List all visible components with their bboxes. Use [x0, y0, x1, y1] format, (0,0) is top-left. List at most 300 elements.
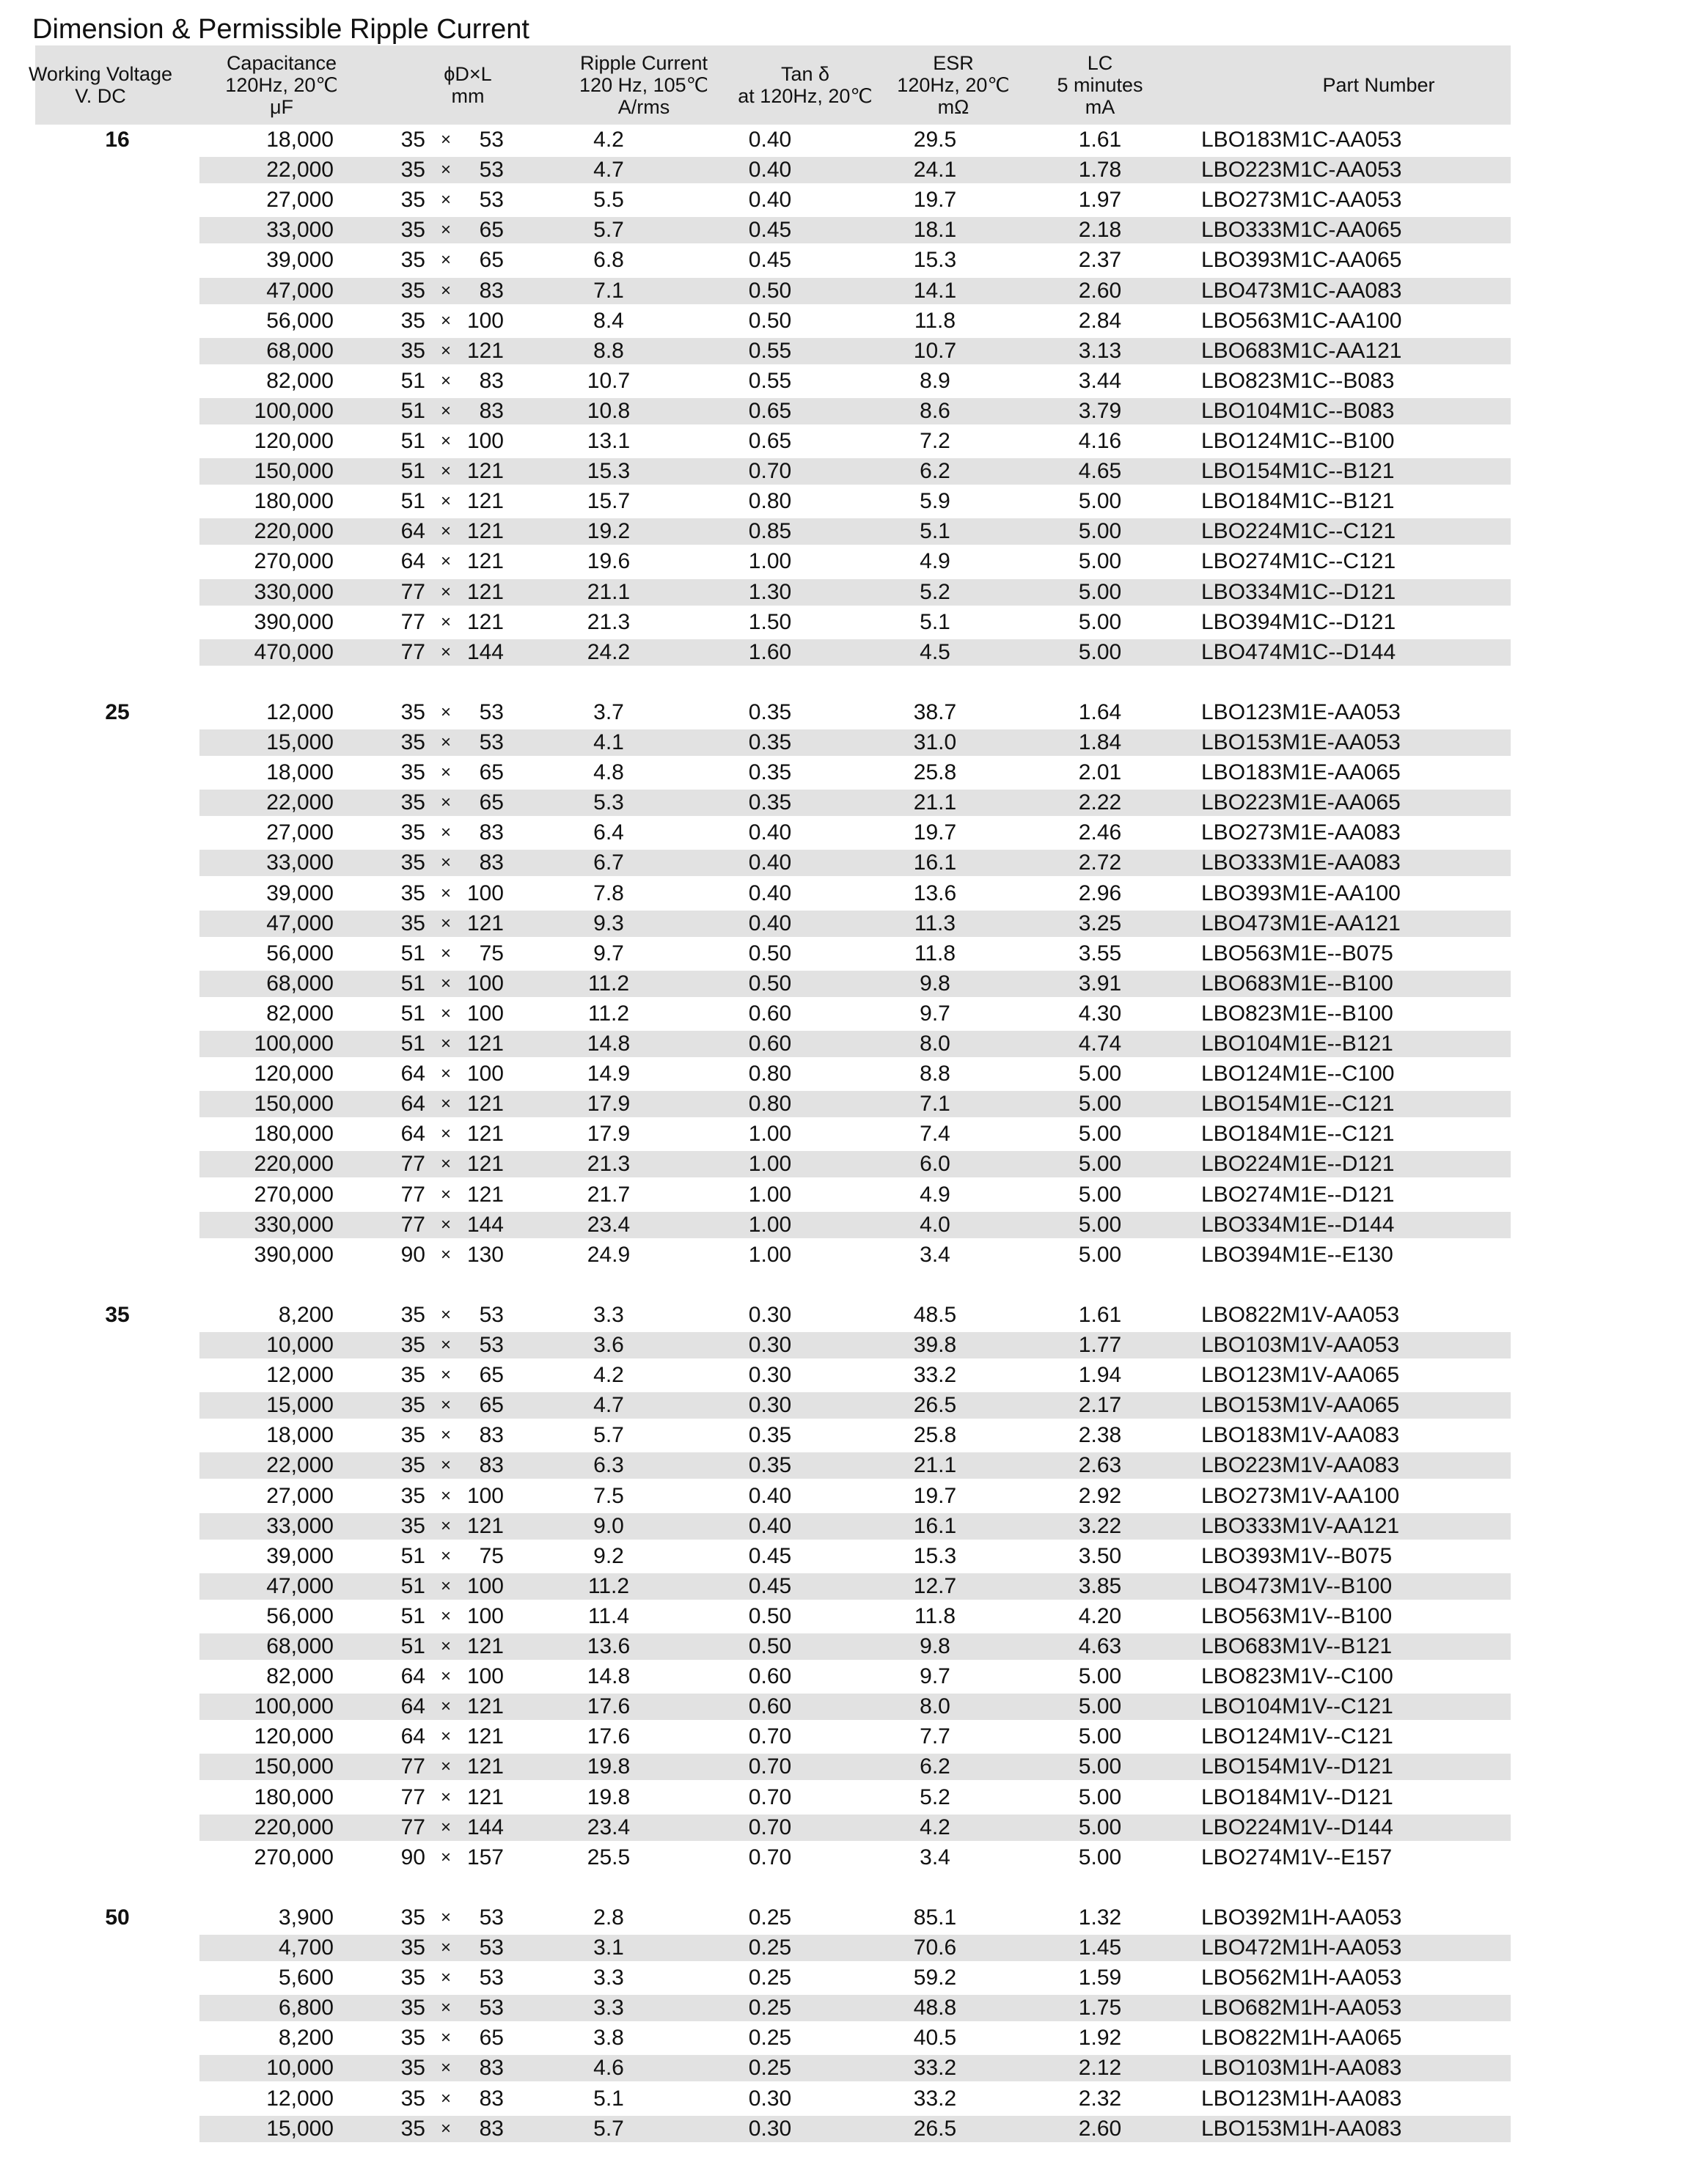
capacitance-value: 47,000 — [266, 911, 334, 935]
table-row — [0, 277, 1683, 305]
header-working-voltage: Working Voltage V. DC — [28, 63, 173, 107]
tan-delta-value: 0.45 — [748, 218, 792, 243]
ripple-current-value: 11.2 — [587, 971, 630, 996]
header-part-number: Part Number — [1322, 74, 1435, 96]
table-row — [0, 759, 1683, 787]
capacitance-value: 82,000 — [266, 368, 334, 393]
length-value: 121 — [466, 489, 504, 514]
length-value: 121 — [466, 1754, 504, 1779]
capacitance-value: 47,000 — [266, 1573, 334, 1598]
capacitance-value: 330,000 — [254, 1212, 334, 1237]
length-value: 53 — [479, 730, 504, 754]
length-value: 65 — [479, 2026, 504, 2051]
tan-delta-value: 0.50 — [748, 278, 792, 303]
capacitance-value: 3,900 — [278, 1905, 334, 1930]
length-value: 65 — [479, 760, 504, 785]
capacitance-value: 22,000 — [266, 158, 334, 183]
leakage-current-value: 3.50 — [1078, 1543, 1122, 1568]
table-row — [0, 1391, 1683, 1419]
table-row — [0, 1331, 1683, 1359]
table-row — [0, 488, 1683, 515]
capacitance-value: 120,000 — [254, 1062, 334, 1087]
ripple-current-value: 9.0 — [593, 1513, 624, 1538]
part-number: LBO123M1H-AA083 — [1201, 2086, 1402, 2111]
leakage-current-value: 1.32 — [1078, 1905, 1122, 1930]
esr-value: 4.9 — [920, 549, 950, 574]
capacitance-value: 18,000 — [266, 128, 334, 152]
part-number: LBO393M1C-AA065 — [1201, 248, 1402, 273]
diameter-value: 51 — [400, 1543, 425, 1568]
length-value: 83 — [479, 2056, 504, 2081]
ripple-current-value: 15.3 — [587, 459, 631, 484]
table-row — [0, 397, 1683, 425]
table-row — [0, 1030, 1683, 1058]
esr-value: 11.8 — [914, 941, 956, 966]
times-symbol: × — [440, 370, 451, 391]
leakage-current-value: 2.60 — [1078, 2116, 1122, 2141]
diameter-value: 64 — [400, 1092, 425, 1117]
esr-value: 38.7 — [913, 699, 957, 724]
times-symbol: × — [440, 1485, 451, 1506]
table-row — [0, 819, 1683, 847]
part-number: LBO184M1C--B121 — [1201, 489, 1395, 514]
esr-value: 11.8 — [914, 308, 956, 333]
capacitance-value: 180,000 — [254, 1784, 334, 1809]
ripple-current-value: 3.6 — [593, 1333, 624, 1357]
part-number: LBO183M1V-AA083 — [1201, 1423, 1400, 1448]
times-symbol: × — [440, 702, 451, 722]
table-row — [0, 940, 1683, 968]
diameter-value: 77 — [400, 1784, 425, 1809]
part-number: LBO563M1E--B075 — [1201, 941, 1393, 966]
times-symbol: × — [440, 1847, 451, 1867]
ripple-current-value: 9.7 — [593, 941, 624, 966]
diameter-value: 35 — [400, 188, 425, 213]
part-number: LBO822M1V-AA053 — [1201, 1302, 1400, 1327]
part-number: LBO123M1E-AA053 — [1201, 699, 1401, 724]
table-row — [0, 1663, 1683, 1691]
leakage-current-value: 3.13 — [1078, 338, 1122, 363]
length-value: 83 — [479, 2116, 504, 2141]
diameter-value: 35 — [400, 338, 425, 363]
tan-delta-value: 0.35 — [748, 1423, 792, 1448]
length-value: 121 — [466, 519, 504, 544]
times-symbol: × — [440, 1365, 451, 1386]
length-value: 65 — [479, 1393, 504, 1418]
ripple-current-value: 4.6 — [593, 2056, 624, 2081]
capacitance-value: 18,000 — [266, 760, 334, 785]
leakage-current-value: 2.72 — [1078, 850, 1122, 875]
diameter-value: 77 — [400, 609, 425, 634]
capacitance-value: 27,000 — [266, 188, 334, 213]
capacitance-value: 15,000 — [266, 1393, 334, 1418]
header-ripple-current: Ripple Current 120 Hz, 105℃ A/rms — [579, 52, 708, 118]
ripple-current-value: 21.3 — [587, 1152, 631, 1177]
diameter-value: 35 — [400, 2026, 425, 2051]
part-number: LBO124M1C--B100 — [1201, 429, 1395, 453]
esr-value: 24.1 — [913, 158, 957, 183]
tan-delta-value: 1.00 — [748, 1242, 792, 1267]
capacitance-value: 47,000 — [266, 278, 334, 303]
esr-value: 70.6 — [913, 1935, 957, 1960]
esr-value: 21.1 — [913, 1453, 957, 1478]
ripple-current-value: 19.2 — [587, 519, 631, 544]
length-value: 53 — [479, 128, 504, 152]
esr-value: 25.8 — [913, 1423, 957, 1448]
diameter-value: 35 — [400, 1333, 425, 1357]
esr-value: 14.1 — [913, 278, 957, 303]
part-number: LBO154M1C--B121 — [1201, 459, 1395, 484]
ripple-current-value: 6.3 — [593, 1453, 624, 1478]
diameter-value: 35 — [400, 1302, 425, 1327]
tan-delta-value: 0.45 — [748, 248, 792, 273]
capacitance-value: 120,000 — [254, 429, 334, 453]
esr-value: 9.7 — [920, 1664, 950, 1689]
capacitance-value: 330,000 — [254, 579, 334, 604]
diameter-value: 35 — [400, 218, 425, 243]
tan-delta-value: 0.45 — [748, 1573, 792, 1598]
tan-delta-value: 0.70 — [748, 1784, 792, 1809]
leakage-current-value: 4.20 — [1078, 1603, 1122, 1628]
length-value: 121 — [466, 1032, 504, 1056]
capacitance-value: 270,000 — [254, 1182, 334, 1207]
part-number: LBO823M1V--C100 — [1201, 1664, 1393, 1689]
capacitance-value: 5,600 — [278, 1966, 334, 1990]
ripple-current-value: 23.4 — [587, 1212, 631, 1237]
table-row — [0, 1060, 1683, 1088]
table-row — [0, 910, 1683, 938]
leakage-current-value: 3.85 — [1078, 1573, 1122, 1598]
times-symbol: × — [440, 551, 451, 572]
capacitance-value: 56,000 — [266, 941, 334, 966]
voltage-label: 16 — [105, 128, 130, 152]
times-symbol: × — [440, 1787, 451, 1807]
capacitance-value: 39,000 — [266, 1543, 334, 1568]
capacitance-value: 56,000 — [266, 308, 334, 333]
tan-delta-value: 0.50 — [748, 941, 792, 966]
tan-delta-value: 0.60 — [748, 1001, 792, 1026]
capacitance-value: 150,000 — [254, 459, 334, 484]
ripple-current-value: 3.1 — [593, 1935, 624, 1960]
part-number: LBO183M1C-AA053 — [1201, 128, 1402, 152]
ripple-current-value: 14.8 — [587, 1664, 631, 1689]
part-number: LBO563M1C-AA100 — [1201, 308, 1402, 333]
ripple-current-value: 3.7 — [593, 699, 624, 724]
esr-value: 5.1 — [920, 609, 950, 634]
tan-delta-value: 0.65 — [748, 429, 792, 453]
leakage-current-value: 2.12 — [1078, 2056, 1122, 2081]
times-symbol: × — [440, 1244, 451, 1265]
table-row — [0, 1934, 1683, 1962]
esr-value: 10.7 — [913, 338, 957, 363]
esr-value: 33.2 — [913, 1363, 957, 1388]
tan-delta-value: 0.70 — [748, 1754, 792, 1779]
length-value: 83 — [479, 2086, 504, 2111]
times-symbol: × — [440, 280, 451, 301]
tan-delta-value: 0.70 — [748, 459, 792, 484]
tan-delta-value: 0.70 — [748, 1724, 792, 1749]
header-dimension: ϕD×L mm — [444, 63, 492, 107]
ripple-current-value: 24.9 — [587, 1242, 631, 1267]
length-value: 100 — [466, 1573, 504, 1598]
part-number: LBO184M1V--D121 — [1201, 1784, 1393, 1809]
diameter-value: 35 — [400, 760, 425, 785]
esr-value: 39.8 — [913, 1333, 957, 1357]
esr-value: 4.2 — [920, 1815, 950, 1839]
leakage-current-value: 5.00 — [1078, 1062, 1122, 1087]
leakage-current-value: 2.92 — [1078, 1483, 1122, 1508]
table-row — [0, 1150, 1683, 1178]
diameter-value: 35 — [400, 2086, 425, 2111]
tan-delta-value: 0.40 — [748, 820, 792, 845]
table-row — [0, 1844, 1683, 1872]
ripple-current-value: 21.7 — [587, 1182, 631, 1207]
part-number: LBO223M1C-AA053 — [1201, 158, 1402, 183]
times-symbol: × — [440, 130, 451, 150]
part-number: LBO683M1E--B100 — [1201, 971, 1393, 996]
times-symbol: × — [440, 1576, 451, 1596]
tan-delta-value: 0.30 — [748, 2086, 792, 2111]
diameter-value: 77 — [400, 1815, 425, 1839]
capacitance-value: 68,000 — [266, 971, 334, 996]
length-value: 53 — [479, 1333, 504, 1357]
tan-delta-value: 0.25 — [748, 1996, 792, 2021]
ripple-current-value: 19.8 — [587, 1754, 631, 1779]
ripple-current-value: 13.6 — [587, 1634, 631, 1658]
tan-delta-value: 0.30 — [748, 2116, 792, 2141]
length-value: 53 — [479, 1996, 504, 2021]
ripple-current-value: 11.2 — [587, 1573, 630, 1598]
diameter-value: 51 — [400, 489, 425, 514]
tan-delta-value: 0.60 — [748, 1032, 792, 1056]
tan-delta-value: 0.25 — [748, 2056, 792, 2081]
leakage-current-value: 5.00 — [1078, 549, 1122, 574]
ripple-current-value: 8.4 — [593, 308, 624, 333]
length-value: 100 — [466, 429, 504, 453]
capacitance-value: 150,000 — [254, 1092, 334, 1117]
tan-delta-value: 0.40 — [748, 1483, 792, 1508]
leakage-current-value: 2.22 — [1078, 790, 1122, 815]
esr-value: 26.5 — [913, 1393, 957, 1418]
part-number: LBO473M1E-AA121 — [1201, 911, 1401, 935]
diameter-value: 35 — [400, 1905, 425, 1930]
table-row — [0, 578, 1683, 606]
times-symbol: × — [440, 521, 451, 542]
part-number: LBO682M1H-AA053 — [1201, 1996, 1402, 2021]
part-number: LBO393M1E-AA100 — [1201, 880, 1401, 905]
length-value: 121 — [466, 609, 504, 634]
times-symbol: × — [440, 1545, 451, 1566]
leakage-current-value: 3.79 — [1078, 398, 1122, 423]
diameter-value: 35 — [400, 1453, 425, 1478]
times-symbol: × — [440, 1968, 451, 1988]
length-value: 83 — [479, 278, 504, 303]
table-row — [0, 126, 1683, 154]
esr-value: 3.4 — [920, 1242, 950, 1267]
length-value: 53 — [479, 1905, 504, 1930]
times-symbol: × — [440, 1335, 451, 1355]
times-symbol: × — [440, 400, 451, 421]
leakage-current-value: 2.60 — [1078, 278, 1122, 303]
part-number: LBO103M1V-AA053 — [1201, 1333, 1400, 1357]
esr-value: 21.1 — [913, 790, 957, 815]
header-esr: ESR 120Hz, 20℃ mΩ — [897, 52, 1010, 118]
esr-value: 4.9 — [920, 1182, 950, 1207]
ripple-current-value: 6.4 — [593, 820, 624, 845]
ripple-current-value: 21.3 — [587, 609, 631, 634]
part-number: LBO333M1V-AA121 — [1201, 1513, 1400, 1538]
leakage-current-value: 3.44 — [1078, 368, 1122, 393]
length-value: 121 — [466, 1513, 504, 1538]
capacitance-value: 10,000 — [266, 1333, 334, 1357]
ripple-current-value: 2.8 — [593, 1905, 624, 1930]
tan-delta-value: 1.60 — [748, 639, 792, 664]
times-symbol: × — [440, 160, 451, 180]
tan-delta-value: 1.00 — [748, 1152, 792, 1177]
ripple-current-value: 15.7 — [587, 489, 631, 514]
diameter-value: 77 — [400, 639, 425, 664]
part-number: LBO273M1E-AA083 — [1201, 820, 1401, 845]
leakage-current-value: 2.96 — [1078, 880, 1122, 905]
esr-value: 40.5 — [913, 2026, 957, 2051]
esr-value: 9.8 — [920, 971, 950, 996]
leakage-current-value: 2.17 — [1078, 1393, 1122, 1418]
times-symbol: × — [440, 1214, 451, 1235]
part-number: LBO104M1V--C121 — [1201, 1694, 1393, 1719]
diameter-value: 77 — [400, 1754, 425, 1779]
ripple-current-value: 7.5 — [593, 1483, 624, 1508]
tan-delta-value: 0.30 — [748, 1393, 792, 1418]
ripple-current-value: 4.1 — [593, 730, 624, 754]
table-row — [0, 307, 1683, 335]
leakage-current-value: 5.00 — [1078, 1092, 1122, 1117]
part-number: LBO103M1H-AA083 — [1201, 2056, 1402, 2081]
tan-delta-value: 1.00 — [748, 1122, 792, 1147]
ripple-current-value: 4.2 — [593, 128, 624, 152]
table-row — [0, 2115, 1683, 2143]
capacitance-value: 220,000 — [254, 1815, 334, 1839]
capacitance-value: 100,000 — [254, 1694, 334, 1719]
tan-delta-value: 0.55 — [748, 368, 792, 393]
esr-value: 85.1 — [913, 1905, 957, 1930]
capacitance-value: 100,000 — [254, 398, 334, 423]
part-number: LBO334M1E--D144 — [1201, 1212, 1395, 1237]
diameter-value: 35 — [400, 880, 425, 905]
length-value: 121 — [466, 1694, 504, 1719]
times-symbol: × — [440, 581, 451, 602]
ripple-current-value: 9.2 — [593, 1543, 624, 1568]
part-number: LBO392M1H-AA053 — [1201, 1905, 1402, 1930]
esr-value: 19.7 — [913, 820, 957, 845]
tan-delta-value: 0.80 — [748, 1092, 792, 1117]
leakage-current-value: 1.92 — [1078, 2026, 1122, 2051]
leakage-current-value: 4.65 — [1078, 459, 1122, 484]
leakage-current-value: 1.61 — [1078, 1302, 1122, 1327]
tan-delta-value: 0.50 — [748, 1634, 792, 1658]
ripple-current-value: 14.9 — [587, 1062, 631, 1087]
length-value: 100 — [466, 1483, 504, 1508]
diameter-value: 51 — [400, 429, 425, 453]
tan-delta-value: 0.60 — [748, 1664, 792, 1689]
esr-value: 26.5 — [913, 2116, 957, 2141]
leakage-current-value: 5.00 — [1078, 609, 1122, 634]
diameter-value: 35 — [400, 850, 425, 875]
tan-delta-value: 0.50 — [748, 1603, 792, 1628]
capacitance-value: 12,000 — [266, 1363, 334, 1388]
length-value: 121 — [466, 579, 504, 604]
length-value: 121 — [466, 1784, 504, 1809]
length-value: 83 — [479, 368, 504, 393]
tan-delta-value: 0.70 — [748, 1845, 792, 1869]
ripple-current-value: 17.6 — [587, 1694, 631, 1719]
times-symbol: × — [440, 1184, 451, 1205]
diameter-value: 35 — [400, 1393, 425, 1418]
esr-value: 29.5 — [913, 128, 957, 152]
length-value: 53 — [479, 1935, 504, 1960]
diameter-value: 35 — [400, 911, 425, 935]
tan-delta-value: 0.40 — [748, 188, 792, 213]
part-number: LBO822M1H-AA065 — [1201, 2026, 1402, 2051]
part-number: LBO224M1V--D144 — [1201, 1815, 1393, 1839]
part-number: LBO562M1H-AA053 — [1201, 1966, 1402, 1990]
capacitance-value: 68,000 — [266, 338, 334, 363]
leakage-current-value: 3.55 — [1078, 941, 1122, 966]
diameter-value: 35 — [400, 278, 425, 303]
times-symbol: × — [440, 220, 451, 240]
capacitance-value: 82,000 — [266, 1664, 334, 1689]
length-value: 100 — [466, 1664, 504, 1689]
table-row — [0, 246, 1683, 274]
ripple-current-value: 4.2 — [593, 1363, 624, 1388]
diameter-value: 35 — [400, 790, 425, 815]
part-number: LBO124M1V--C121 — [1201, 1724, 1393, 1749]
table-row — [0, 1994, 1683, 2022]
capacitance-value: 270,000 — [254, 1845, 334, 1869]
length-value: 121 — [466, 1182, 504, 1207]
ripple-current-value: 17.6 — [587, 1724, 631, 1749]
table-row — [0, 367, 1683, 395]
part-number: LBO273M1V-AA100 — [1201, 1483, 1400, 1508]
header-capacitance: Capacitance 120Hz, 20℃ μF — [225, 52, 338, 118]
esr-value: 7.4 — [920, 1122, 950, 1147]
times-symbol: × — [440, 1727, 451, 1747]
length-value: 121 — [466, 1152, 504, 1177]
part-number: LBO123M1V-AA065 — [1201, 1363, 1400, 1388]
diameter-value: 64 — [400, 1062, 425, 1087]
part-number: LBO393M1V--B075 — [1201, 1543, 1393, 1568]
length-value: 65 — [479, 1363, 504, 1388]
capacitance-value: 390,000 — [254, 609, 334, 634]
ripple-current-value: 11.4 — [587, 1603, 630, 1628]
capacitance-value: 82,000 — [266, 1001, 334, 1026]
table-row — [0, 186, 1683, 214]
table-row — [0, 1753, 1683, 1781]
ripple-current-value: 5.3 — [593, 790, 624, 815]
esr-value: 7.7 — [920, 1724, 950, 1749]
esr-value: 16.1 — [913, 850, 957, 875]
esr-value: 5.9 — [920, 489, 950, 514]
capacitance-value: 220,000 — [254, 519, 334, 544]
ripple-current-value: 5.1 — [593, 2086, 624, 2111]
diameter-value: 51 — [400, 971, 425, 996]
table-row — [0, 970, 1683, 998]
capacitance-value: 8,200 — [278, 2026, 334, 2051]
tan-delta-value: 1.00 — [748, 1182, 792, 1207]
part-number: LBO153M1H-AA083 — [1201, 2116, 1402, 2141]
times-symbol: × — [440, 1606, 451, 1626]
times-symbol: × — [440, 1395, 451, 1416]
ripple-current-value: 11.2 — [587, 1001, 630, 1026]
